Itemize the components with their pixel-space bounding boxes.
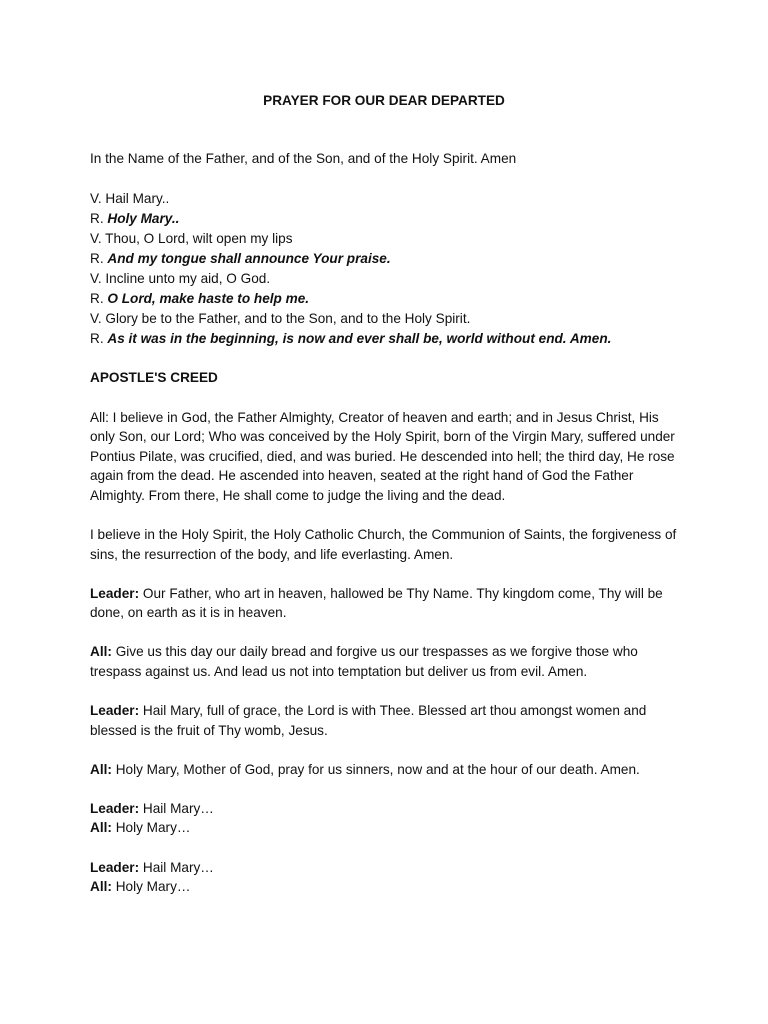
all-line: All: Holy Mary… [90,879,191,895]
leader-line: Leader: Hail Mary… [90,800,214,816]
versicle-line: V. Thou, O Lord, wilt open my lips [90,230,293,246]
page-title: PRAYER FOR OUR DEAR DEPARTED [263,93,505,108]
versicles-block [90,189,680,349]
creed-paragraph: All: I believe in God, the Father Almighty, Creator of heaven and earth; and in Jesus Christ, His only Son, our Lord; Who was conceived by the Holy Spirit, born of the Virgin Mary, suffered under Pontius Pilate, was crucified, died, and was buried. He descended into hell; the third day, He rose again from the dead. He ascended into heaven, seated at the right hand of God the Father Almighty. From there, He shall come to judge the living and the dead. [90,409,675,503]
creed-paragraph: I believe in the Holy Spirit, the Holy Catholic Church, the Communion of Saints, the forgiveness of sins, the resurrection of the body, and life everlasting. Amen. [90,526,677,562]
creed-heading: APOSTLE'S CREED [90,370,218,385]
decade-block [90,799,680,838]
prayer-paragraph: Leader: Hail Mary, full of grace, the Lord is with Thee. Blessed art thou amongst women and blessed is the fruit of Thy womb, Jesus. [90,703,647,738]
prayer-paragraph: All: Give us this day our daily bread and forgive us our trespasses as we forgive those who trespass against us. And lead us not into temptation but deliver us from evil. Amen. [90,644,638,679]
prayer-paragraph: Leader: Our Father, who art in heaven, hallowed be Thy Name. Thy kingdom come, Thy will be done, on earth as it is in heaven. [90,585,663,621]
response-line: R. As it was in the beginning, is now and ever shall be, world without end. Amen. [90,330,612,346]
response-line: R. And my tongue shall announce Your praise. [90,250,391,266]
leader-line: Leader: Hail Mary… [90,859,214,875]
response-line: R. O Lord, make haste to help me. [90,290,310,306]
versicle-line: V. Incline unto my aid, O God. [90,270,271,286]
versicle-line: V. Hail Mary.. [90,190,170,206]
decade-block [90,858,680,897]
response-line: R. Holy Mary.. [90,210,180,226]
prayer-paragraph: All: Holy Mary, Mother of God, pray for us sinners, now and at the hour of our death. Amen. [90,761,640,777]
opening-invocation: In the Name of the Father, and of the Son, and of the Holy Spirit. Amen [90,151,517,166]
all-line: All: Holy Mary… [90,820,191,836]
document-body [90,149,680,897]
versicle-line: V. Glory be to the Father, and to the Son, and to the Holy Spirit. [90,310,471,326]
